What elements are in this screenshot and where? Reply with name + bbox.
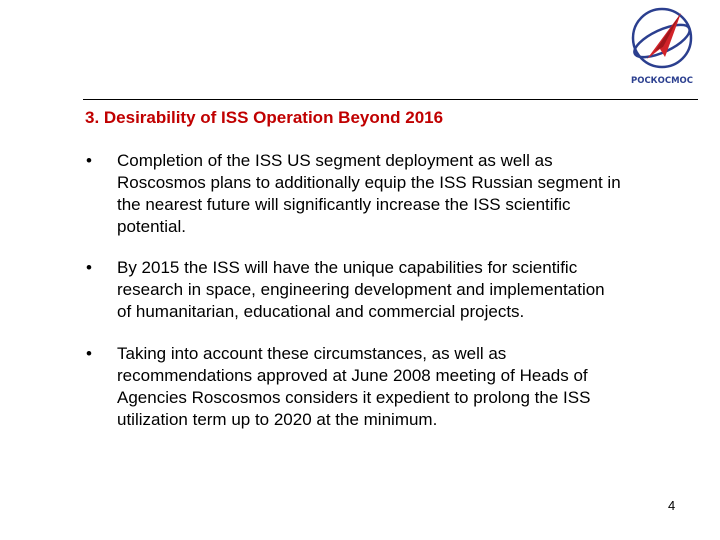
bullet-marker: •	[86, 344, 92, 363]
bullet-paragraph-1: Completion of the ISS US segment deployment as well as Roscosmos plans to additionally equip the ISS Russian segment in the nearest future will significantly increase the ISS scientific potential.	[117, 151, 621, 236]
roscosmos-logo	[627, 5, 697, 89]
bullet-paragraph-2: By 2015 the ISS will have the unique capabilities for scientific research in space, engineering development and implementation of humanitarian, educational and commercial projects.	[117, 258, 605, 321]
title-divider	[83, 99, 698, 100]
page-number: 4	[668, 498, 676, 513]
bullet-paragraph-3: Taking into account these circumstances, as well as recommendations approved at June 2008 meeting of Heads of Agencies Roscosmos considers it expedient to prolong the ISS utilization term up to 2020 at the minimum.	[117, 344, 591, 429]
bullet-marker: •	[86, 151, 92, 170]
logo-text: РОСКОСМОС	[630, 76, 694, 86]
roscosmos-logo-icon	[627, 5, 697, 89]
bullet-marker: •	[86, 258, 92, 277]
slide-title: 3. Desirability of ISS Operation Beyond 2016	[85, 108, 444, 127]
